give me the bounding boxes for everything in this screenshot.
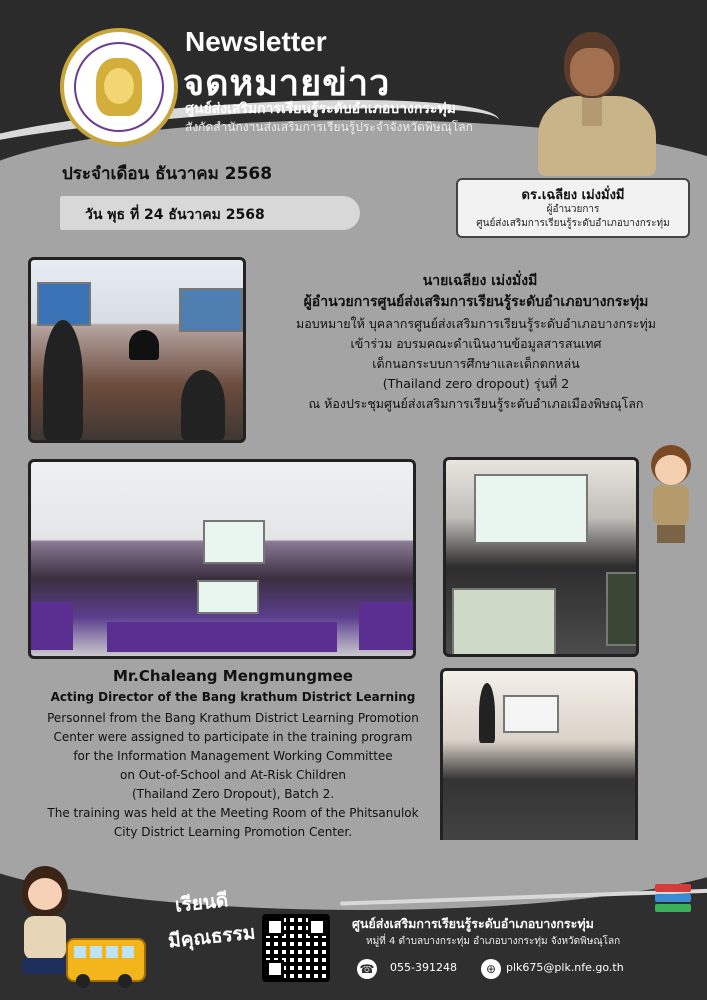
bus-window	[122, 946, 134, 958]
girl-body	[24, 916, 66, 960]
thai-line: (Thailand zero dropout) รุ่นที่ 2	[382, 376, 570, 391]
classroom-screen	[503, 695, 559, 733]
qr-finder	[308, 918, 326, 936]
english-line: City District Learning Promotion Center.	[113, 825, 353, 839]
english-article-name: Mr.Chaleang Mengmungmee	[113, 667, 353, 685]
logo-emblem-center	[104, 68, 134, 104]
qr-finder	[266, 960, 284, 978]
table-monitor	[197, 580, 259, 614]
bus-window	[90, 946, 102, 958]
english-line: The training was held at the Meeting Room of the Phitsanulok	[47, 806, 419, 820]
phone-icon: ☎	[357, 959, 377, 979]
thai-line: เข้าร่วม อบรมคณะดำเนินงานข้อมูลสารสนเทศ	[350, 336, 602, 351]
laptop-screen	[452, 588, 556, 656]
bus-window	[106, 946, 118, 958]
boy-body	[653, 485, 689, 525]
book	[655, 894, 691, 902]
org-name: ศูนย์ส่งเสริมการเรียนรู้ระดับอำเภอบางกระทุ่ม	[185, 101, 456, 117]
english-line: on Out-of-School and At-Risk Children	[119, 768, 346, 782]
english-line: (Thailand Zero Dropout), Batch 2.	[131, 787, 335, 801]
book	[655, 904, 691, 912]
speaker-figure	[479, 683, 495, 743]
photo-presentation	[443, 457, 639, 657]
boy-face	[655, 455, 687, 485]
meeting-projection-screen	[203, 520, 265, 564]
thai-article-body	[256, 314, 696, 414]
newsletter-title-th: จดหมายข่าว	[183, 62, 391, 103]
participant-figure	[181, 370, 225, 440]
books-icon	[655, 884, 691, 914]
monitor-figure	[129, 330, 159, 360]
slogan-line-2: มีคุณธรรม	[167, 921, 257, 953]
table-right	[359, 602, 416, 650]
photo-computer-lab	[28, 257, 246, 443]
portrait-face	[570, 48, 614, 96]
footer-email[interactable]: plk675@plk.nfe.go.th	[506, 961, 624, 974]
director-org: ศูนย์ส่งเสริมการเรียนรู้ระดับอำเภอบางกระทุ่ม	[476, 218, 670, 229]
english-line: Personnel from the Bang Krathum District Learning Promotion	[47, 711, 419, 725]
director-portrait	[532, 22, 662, 177]
director-name: ดร.เฉลียง เม่งมั่งมี	[521, 188, 625, 203]
girl-skirt	[22, 958, 68, 974]
thai-article-title: นายเฉลียง เม่งมั่งมี	[422, 273, 538, 289]
girl-face	[28, 878, 62, 910]
thai-article-subtitle: ผู้อำนวยการศูนย์ส่งเสริมการเรียนรู้ระดับอำเภอบางกระทุ่ม	[303, 294, 649, 310]
school-bus-illustration	[66, 938, 146, 982]
portrait-collar	[582, 96, 602, 126]
director-name-card	[456, 178, 690, 238]
english-line: Center were assigned to participate in the training program	[53, 730, 413, 744]
table-center	[107, 622, 337, 652]
issue-month: ประจำเดือน ธันวาคม 2568	[62, 164, 273, 184]
bus-wheel	[118, 974, 132, 988]
lab-projection	[179, 288, 243, 332]
newsletter-title-en: Newsletter	[185, 26, 327, 57]
qr-finder	[266, 918, 284, 936]
issue-date: วัน พุธ ที่ 24 ธันวาคม 2568	[85, 207, 265, 223]
thai-line: ณ ห้องประชุมศูนย์ส่งเสริมการเรียนรู้ระดับอำเภอเมืองพิษณุโลก	[308, 396, 644, 411]
bus-window	[74, 946, 86, 958]
qr-code[interactable]	[262, 914, 330, 982]
boy-legs	[657, 525, 685, 543]
director-role: ผู้อำนวยการ	[546, 204, 600, 215]
cartoon-boy-illustration	[643, 445, 699, 545]
department-logo	[60, 28, 178, 146]
side-monitor	[606, 572, 639, 646]
thai-line: มอบหมายให้ บุคลากรศูนย์ส่งเสริมการเรียนรู้ระดับอำเภอบางกระทุ่ม	[296, 316, 656, 331]
photo-meeting-room	[28, 459, 416, 659]
footer-address: หมู่ที่ 4 ตำบลบางกระทุ่ม อำเภอบางกระทุ่ม จังหวัดพิษณุโลก	[366, 936, 621, 947]
footer-phone[interactable]: 055-391248	[390, 961, 457, 974]
english-article-role: Acting Director of the Bang krathum District Learning	[50, 690, 416, 704]
presentation-screen	[474, 474, 588, 544]
english-article-body	[28, 709, 438, 842]
bus-wheel	[76, 974, 90, 988]
slogan-line-1: เรียนดี	[173, 889, 230, 917]
english-line: for the Information Management Working Committee	[73, 749, 393, 763]
instructor-figure	[43, 320, 83, 440]
thai-line: เด็กนอกระบบการศึกษาและเด็กตกหล่น	[372, 356, 580, 371]
parent-org-name: สังกัดสำนักงานส่งเสริมการเรียนรู้ประจำจังหวัดพิษณุโลก	[185, 120, 473, 134]
table-left	[31, 602, 73, 650]
globe-icon: ⊕	[481, 959, 501, 979]
footer-org-name: ศูนย์ส่งเสริมการเรียนรู้ระดับอำเภอบางกระทุ่ม	[352, 916, 594, 931]
book	[655, 884, 691, 892]
